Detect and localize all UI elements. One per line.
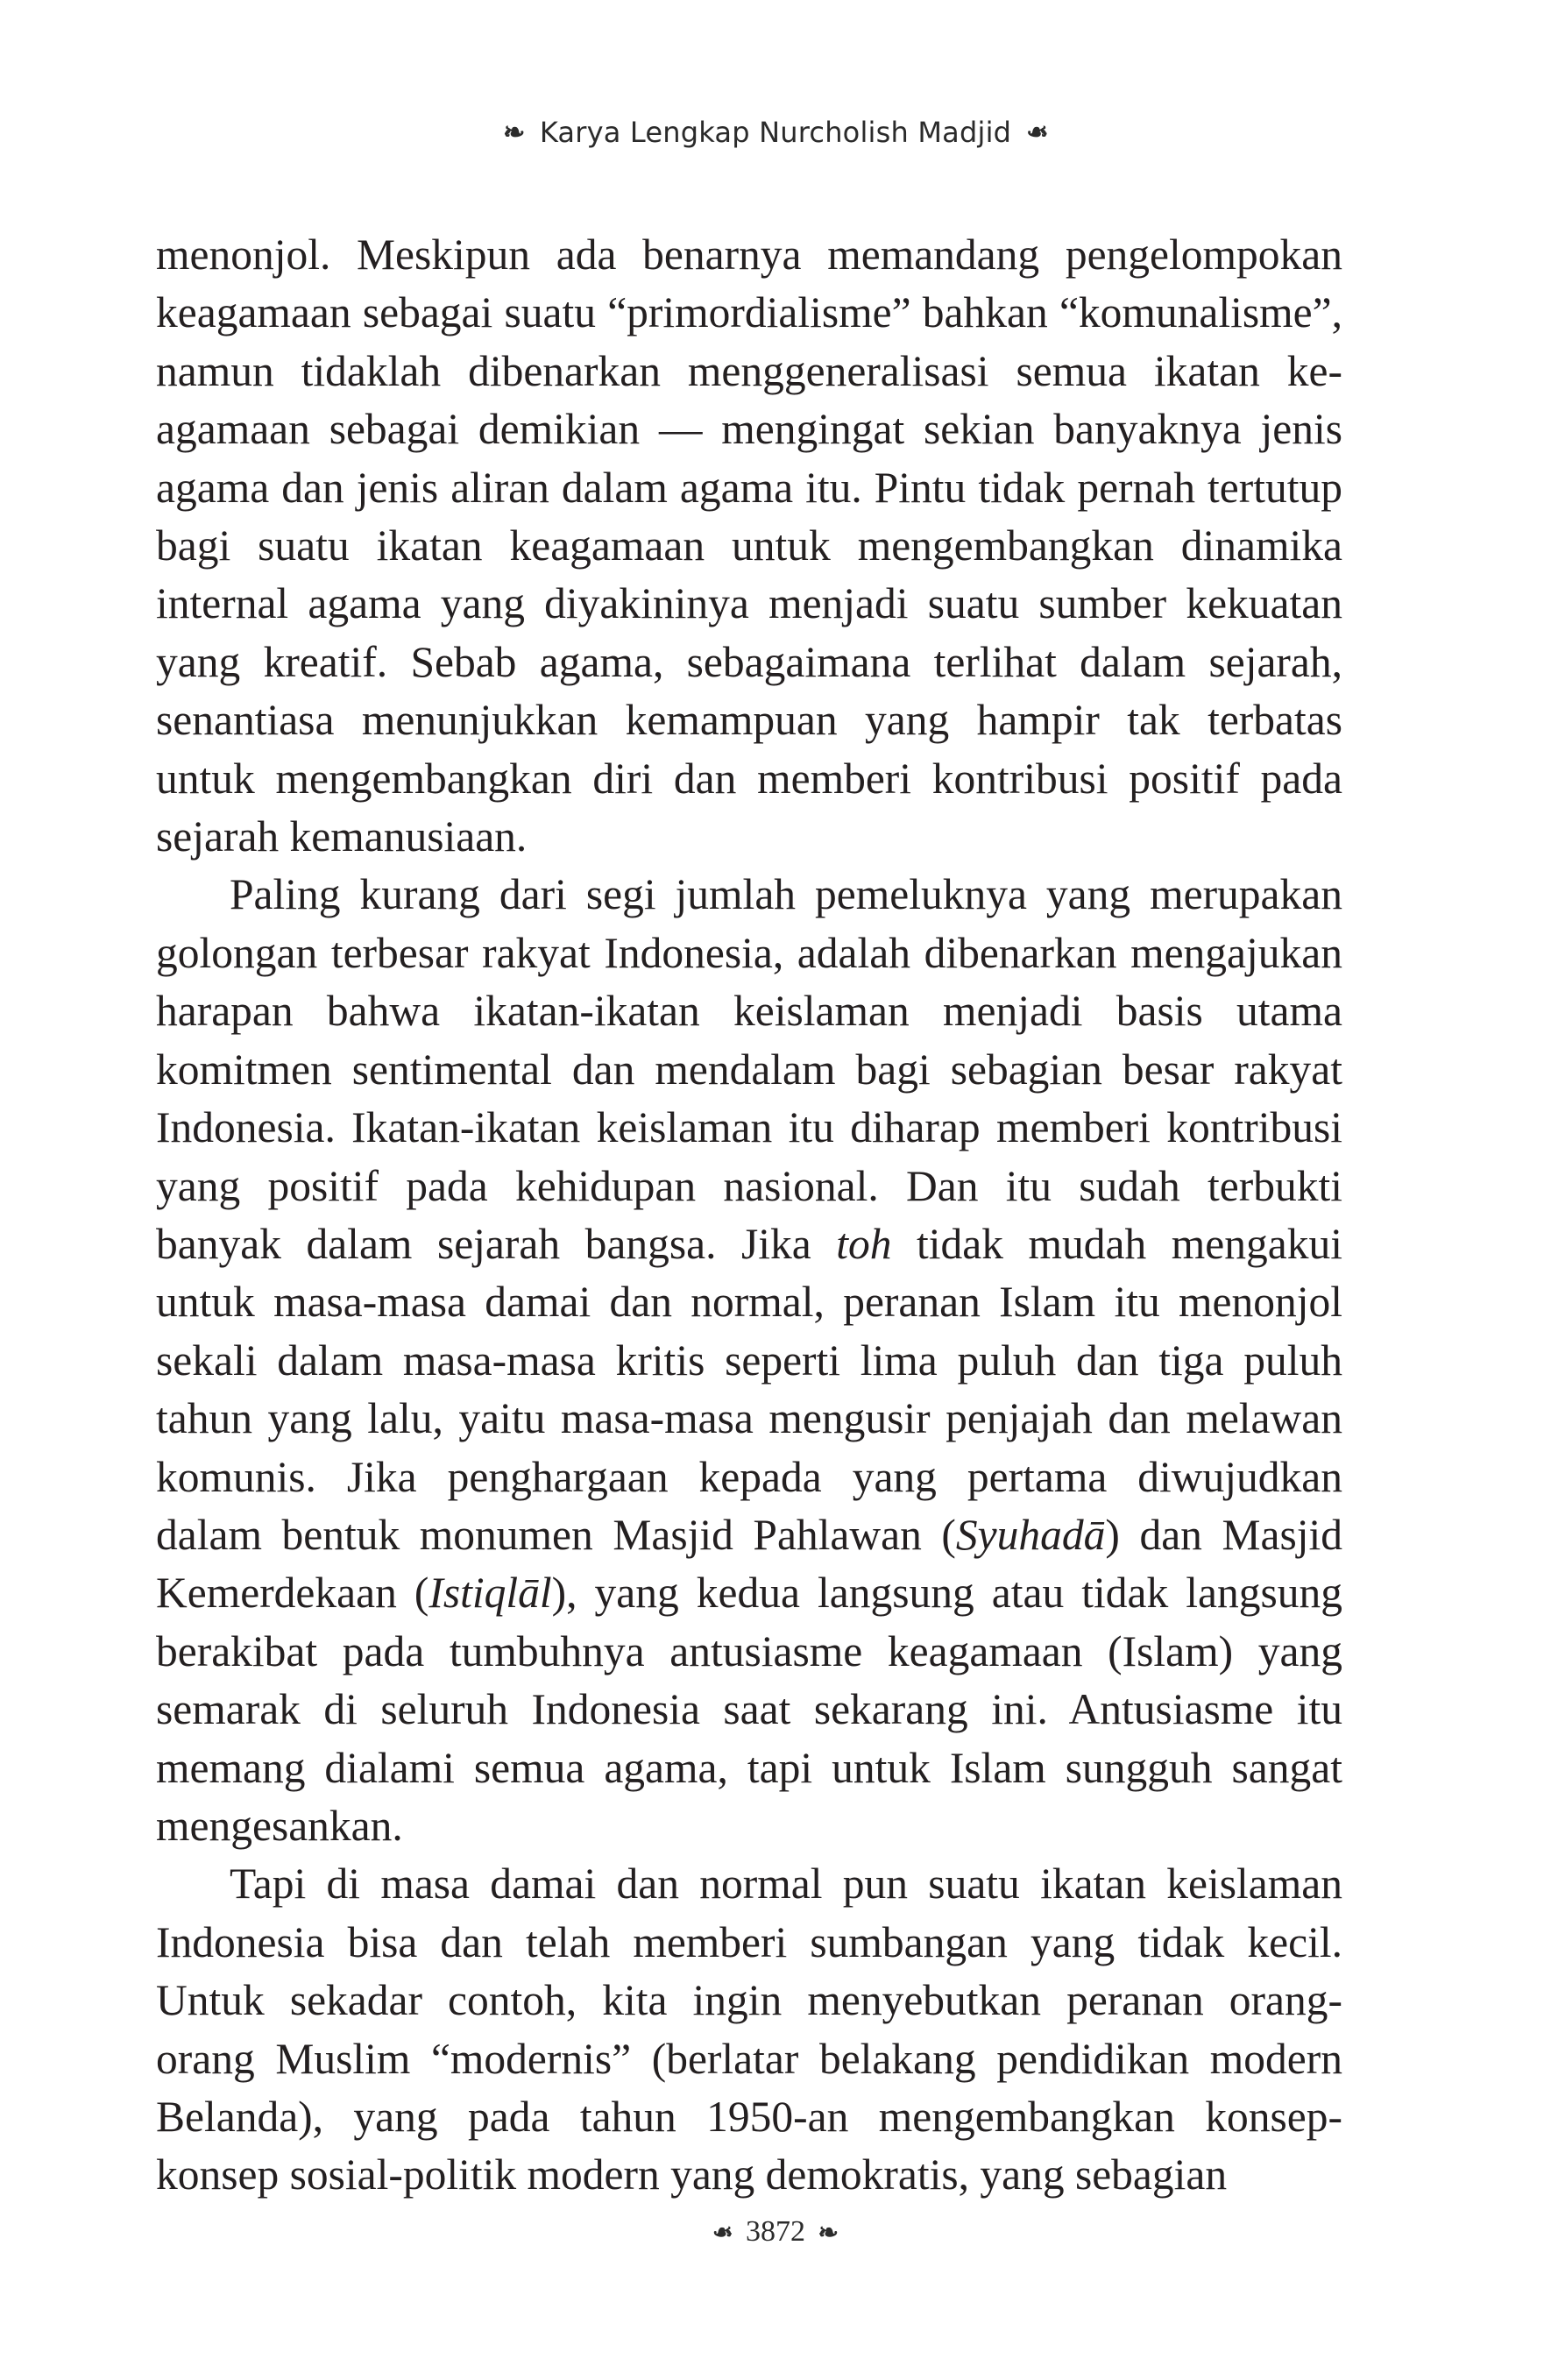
text-line: bagi suatu ikatan keagamaan untuk mengembangkan dinamika	[156, 521, 1342, 570]
text-line: Indonesia. Ikatan-ikatan keislaman itu diharap memberi kontribusi	[156, 1103, 1342, 1152]
text-line: Tapi di masa damai dan normal pun suatu ikatan keislaman	[230, 1859, 1342, 1909]
text-line: keagamaan sebagai suatu “primordialisme” bahkan “komunalisme”,	[156, 288, 1342, 337]
text-line: untuk masa-masa damai dan normal, peranan Islam itu menonjol	[156, 1278, 1342, 1327]
text-line: internal agama yang diyakininya menjadi suatu sumber kekuatan	[156, 579, 1342, 628]
text-line: Belanda), yang pada tahun 1950-an mengembangkan konsep-	[156, 2093, 1342, 2141]
text-line: Untuk sekadar contoh, kita ingin menyebutkan peranan orang-	[156, 1976, 1342, 2025]
text-line: sekali dalam masa-masa kritis seperti lima puluh dan tiga puluh	[156, 1335, 1342, 1385]
page-footer	[0, 2215, 1551, 2249]
paragraph	[156, 866, 1342, 1855]
ornament-left-icon: ❧	[503, 117, 526, 148]
text-line: namun tidaklah dibenarkan menggeneralisasi semua ikatan ke-	[156, 346, 1342, 395]
italic-term: Istiqlāl	[428, 1569, 552, 1618]
text-line: mengesankan.	[156, 1801, 403, 1850]
text-line: yang kreatif. Sebab agama, sebagaimana terlihat dalam sejarah,	[156, 637, 1342, 686]
text-line: komitmen sentimental dan mendalam bagi sebagian besar rakyat	[156, 1045, 1342, 1094]
italic-term: Syuhadā	[955, 1510, 1106, 1559]
text-line: harapan bahwa ikatan-ikatan keislaman menjadi basis utama	[156, 987, 1342, 1036]
ornament-left-icon: ❧	[712, 2217, 733, 2247]
text-line: yang positif pada kehidupan nasional. Dan itu sudah terbukti	[156, 1161, 1342, 1210]
text-line: Indonesia bisa dan telah memberi sumbangan yang tidak kecil.	[156, 1917, 1342, 1966]
text-line: semarak di seluruh Indonesia saat sekarang ini. Antusiasme itu	[156, 1685, 1342, 1734]
ornament-right-icon: ❧	[818, 2217, 839, 2247]
running-header	[0, 116, 1551, 150]
text-line: komunis. Jika penghargaan kepada yang pertama diwujudkan	[156, 1452, 1342, 1501]
text-line: banyak dalam sejarah bangsa. Jika toh tidak mudah mengakui	[156, 1219, 1342, 1268]
body-text	[156, 226, 1342, 2205]
text-line: untuk mengembangkan diri dan memberi kontribusi positif pada	[156, 754, 1342, 803]
text-line: Paling kurang dari segi jumlah pemeluknya yang merupakan	[230, 870, 1342, 919]
text-line: sejarah kemanusiaan.	[156, 812, 528, 861]
text-line: konsep sosial-politik modern yang demokratis, yang sebagian	[156, 2150, 1228, 2199]
text-line: agamaan sebagai demikian — mengingat sekian banyaknya jenis	[156, 405, 1342, 454]
paragraph	[156, 226, 1342, 866]
paragraph	[156, 1855, 1342, 2204]
text-line: senantiasa menunjukkan kemampuan yang hampir tak terbatas	[156, 696, 1342, 745]
text-line: dalam bentuk monumen Masjid Pahlawan (Syuhadā) dan Masjid	[156, 1510, 1342, 1559]
running-header-title: Karya Lengkap Nurcholish Madjid	[539, 116, 1012, 149]
text-line: Kemerdekaan (Istiqlāl), yang kedua langsung atau tidak langsung	[156, 1569, 1342, 1618]
page-number: 3872	[746, 2215, 805, 2248]
text-line: memang dialami semua agama, tapi untuk Islam sungguh sangat	[156, 1743, 1342, 1792]
text-line: berakibat pada tumbuhnya antusiasme keagamaan (Islam) yang	[156, 1626, 1342, 1675]
text-line: menonjol. Meskipun ada benarnya memandang pengelompokan	[156, 230, 1342, 279]
ornament-right-icon: ❧	[1025, 117, 1048, 148]
text-line: agama dan jenis aliran dalam agama itu. Pintu tidak pernah tertutup	[156, 463, 1342, 512]
italic-term: toh	[836, 1219, 892, 1268]
text-line: golongan terbesar rakyat Indonesia, adalah dibenarkan mengajukan	[156, 928, 1342, 977]
text-line: tahun yang lalu, yaitu masa-masa mengusir penjajah dan melawan	[156, 1394, 1342, 1443]
text-line: orang Muslim “modernis” (berlatar belakang pendidikan modern	[156, 2034, 1342, 2083]
